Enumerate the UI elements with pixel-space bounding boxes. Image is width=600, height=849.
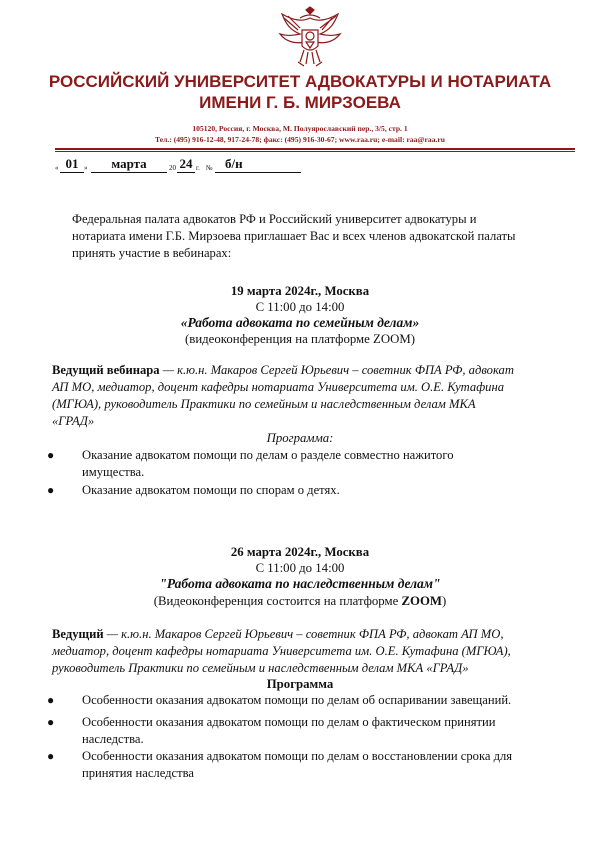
university-name-line2: ИМЕНИ Г. Б. МИРЗОЕВА <box>199 93 401 112</box>
contacts-line: Тел.: (495) 916-12-48, 917-24-78; факс: (495) 916-30-67; www.raa.ru; e-mail: raa@raa.ru <box>155 135 445 144</box>
list-item-line1: Особенности оказания адвокатом помощи по делам об оспаривании завещаний. <box>82 693 512 707</box>
ref-year: 24 <box>177 156 195 173</box>
ref-year-prefix: 20 <box>169 164 176 172</box>
list-item-line1: Особенности оказания адвокатом помощи по делам о фактическом принятии <box>82 715 496 729</box>
ref-day: 01 <box>60 156 84 173</box>
bullet-dot-icon: ● <box>47 749 55 763</box>
webinar1-host-line3: (МГЮА), руководитель Практики по семейным и наследственным делам МКА <box>52 397 476 411</box>
webinar1-host-line4: «ГРАД» <box>52 414 95 428</box>
ref-close-quote: » <box>84 164 88 172</box>
webinar2-platform-zoom: ZOOM <box>401 594 443 608</box>
bullet-dot-icon: ● <box>47 483 55 497</box>
bullet-dot-icon: ● <box>47 448 55 462</box>
list-item-line1: Оказание адвокатом помощи по спорам о детях. <box>82 483 340 497</box>
webinar1-platform: (видеоконференция на платформе ZOOM) <box>185 332 415 346</box>
intro-line3: принять участие в вебинарах: <box>72 246 232 260</box>
webinar1-host-line1: — к.ю.н. Макаров Сергей Юрьевич – советник ФПА РФ, адвокат <box>159 363 514 377</box>
university-name-line1: РОССИЙСКИЙ УНИВЕРСИТЕТ АДВОКАТУРЫ И НОТАРИАТА <box>48 72 552 91</box>
intro-line1: Федеральная палата адвокатов РФ и Российский университет адвокатуры и <box>72 212 477 226</box>
list-item <box>47 714 562 748</box>
webinar1-time: С 11:00 до 14:00 <box>255 300 345 314</box>
eagle-emblem-icon <box>278 6 342 68</box>
bullet-dot-icon: ● <box>47 693 55 707</box>
address-line: 105120, Россия, г. Москва, М. Полуярославский пер., 3/5, стр. 1 <box>192 124 408 133</box>
list-item-line1: Особенности оказания адвокатом помощи по делам о восстановлении срока для <box>82 749 513 763</box>
ref-month: марта <box>91 156 167 173</box>
webinar2-host-line2: медиатор, доцент кафедры нотариата Университета им. О.Е. Кутафина (МГЮА), <box>52 644 511 658</box>
webinar2-platform <box>0 593 600 609</box>
webinar2-platform-prefix: (Видеоконференция состоится на платформе <box>153 594 402 608</box>
webinar2-date: 26 марта 2024г., Москва <box>230 545 370 559</box>
ref-open-quote: « <box>55 164 59 172</box>
intro-line2: нотариата имени Г.Б. Мирзоева приглашает Вас и всех членов адвокатской палаты <box>72 229 516 243</box>
list-item-line2: наследства. <box>82 732 144 746</box>
reference-line <box>55 156 315 178</box>
webinar2-time: С 11:00 до 14:00 <box>255 561 345 575</box>
webinar2-program-heading: Программа <box>266 677 334 691</box>
webinar2-host <box>52 626 562 677</box>
webinar2-host-line1: — к.ю.н. Макаров Сергей Юрьевич – советник ФПА РФ, адвокат АП МО, <box>103 627 504 641</box>
webinar1-title: «Работа адвоката по семейным делам» <box>180 315 420 330</box>
ref-number-sign: № <box>206 164 213 172</box>
webinar1-host-label: Ведущий вебинара <box>52 363 160 377</box>
list-item-line1: Оказание адвокатом помощи по делам о разделе совместно нажитого <box>82 448 454 462</box>
letterhead-divider-thin <box>55 151 575 152</box>
list-item-line2: имущества. <box>82 465 145 479</box>
list-item <box>47 447 552 481</box>
webinar1-program-heading: Программа: <box>266 431 334 445</box>
ref-year-suffix: г. <box>196 164 200 172</box>
ref-number: б/н <box>215 156 301 173</box>
letterhead-divider <box>55 148 575 150</box>
list-item-line2: принятия наследства <box>82 766 194 780</box>
list-item <box>47 692 562 709</box>
webinar2-platform-suffix: ) <box>442 594 447 608</box>
webinar1-host <box>52 362 552 430</box>
webinar1-date: 19 марта 2024г., Москва <box>230 284 370 298</box>
webinar2-host-label: Ведущий <box>52 627 104 641</box>
webinar2-host-line3: руководитель Практики по семейным и наследственным делам МКА «ГРАД» <box>52 661 469 675</box>
webinar1-host-line2: АП МО, медиатор, доцент кафедры нотариата Университета им. О.Е. Кутафина <box>52 380 504 394</box>
webinar2-title: "Работа адвоката по наследственным делам" <box>159 576 441 591</box>
bullet-dot-icon: ● <box>47 715 55 729</box>
list-item <box>47 482 552 499</box>
list-item <box>47 748 562 782</box>
